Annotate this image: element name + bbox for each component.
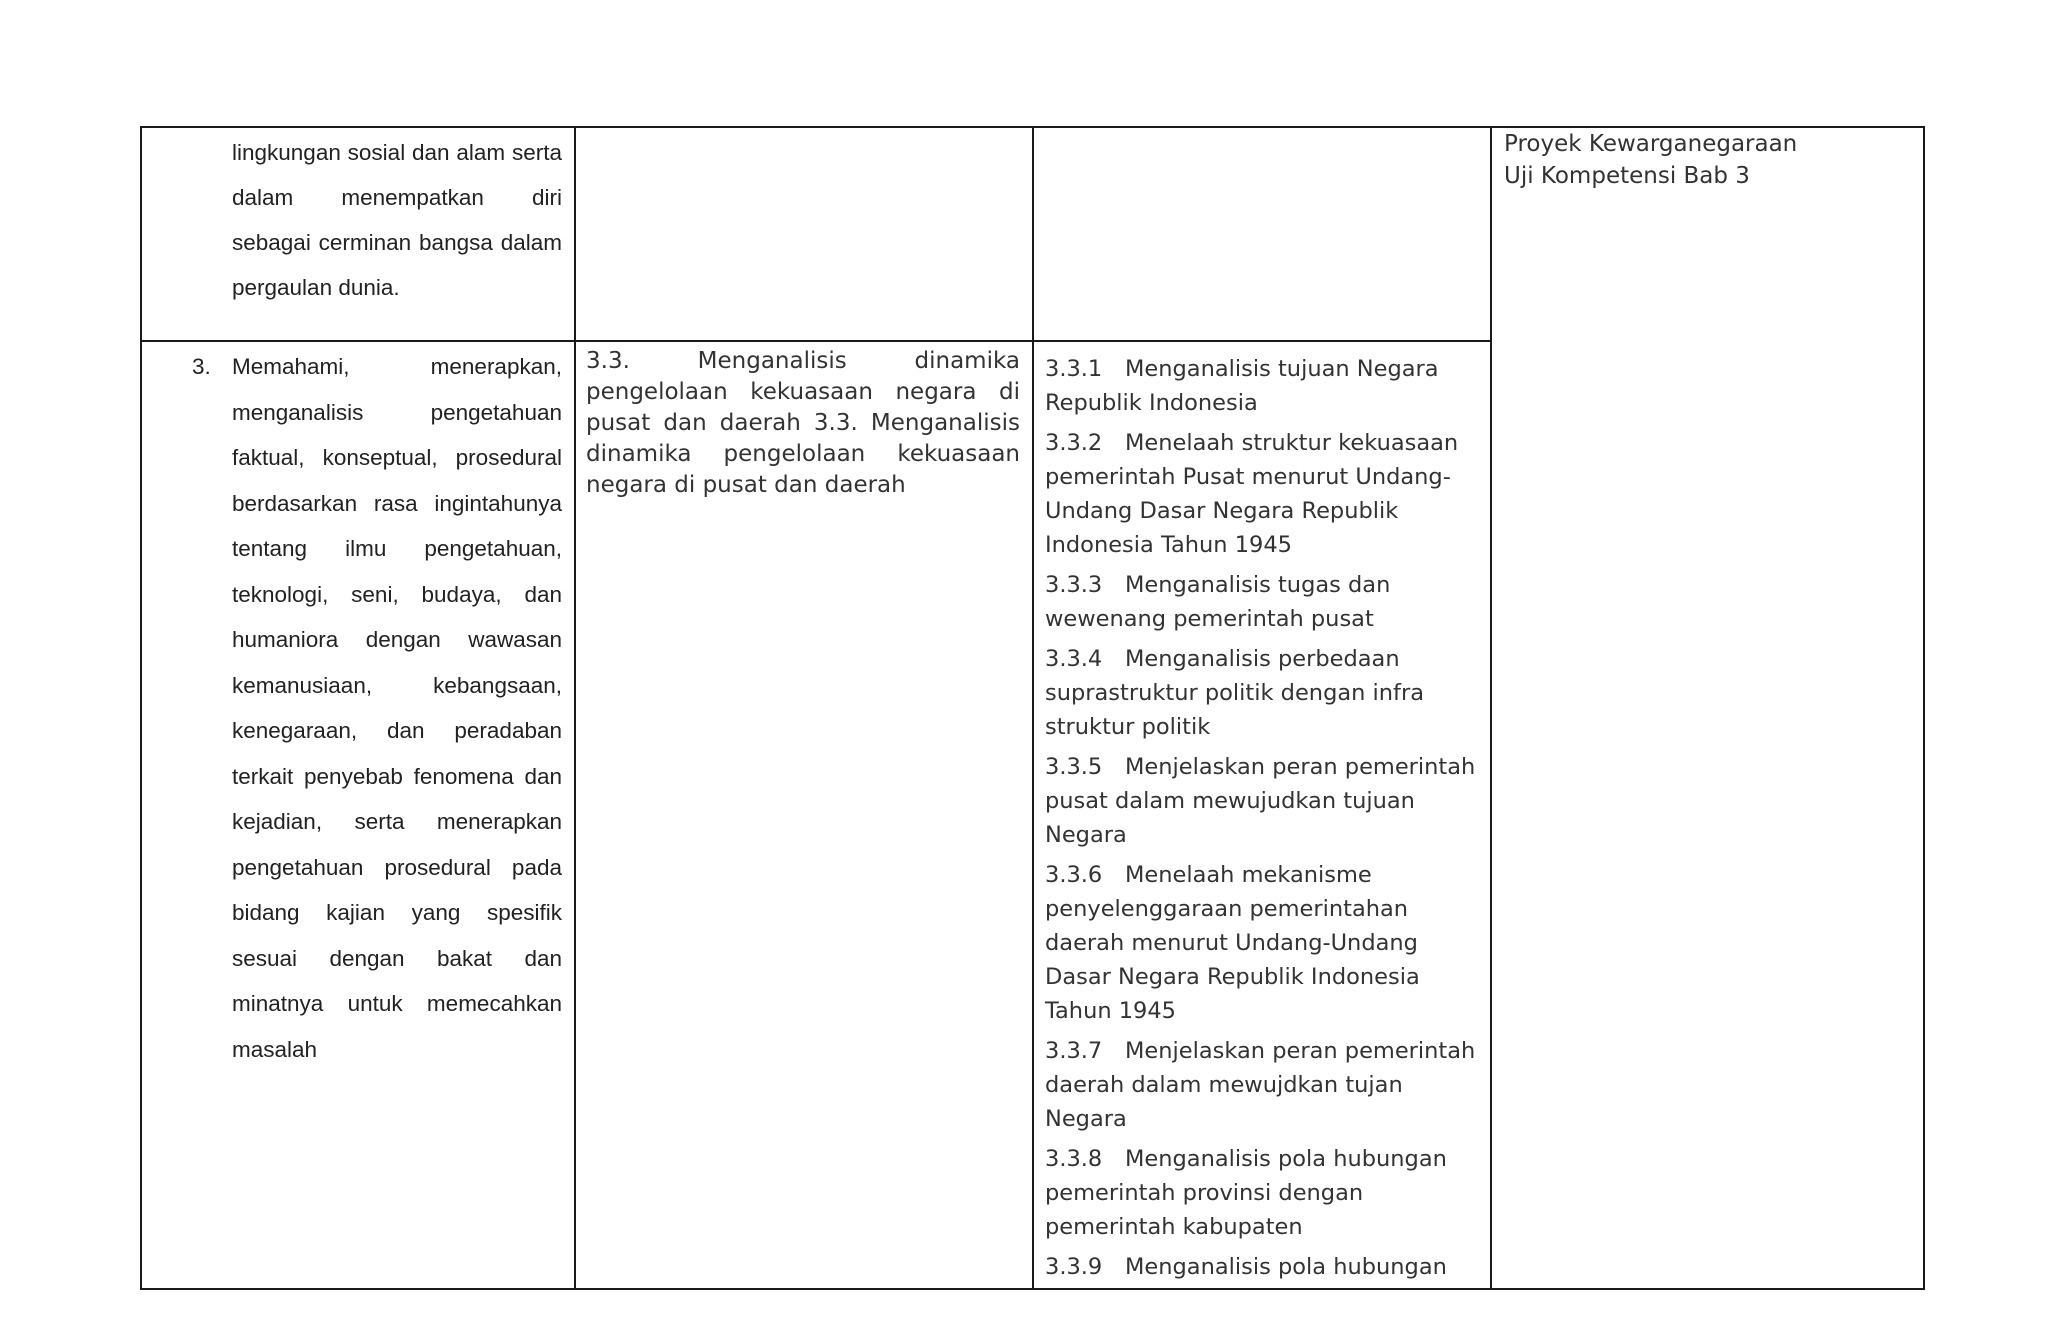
core-competency-continuation: lingkungan sosial dan alam serta dalam menempatkan diri sebagai cerminan bangsa dalam pergaulan dunia. [232,140,562,300]
indicator-number: 3.3.8 [1045,1146,1103,1172]
indicator-text: Menelaah struktur kekuasaan pemerintah Pusat menurut Undang-Undang Dasar Negara Republik Indonesia Tahun 1945 [1045,430,1459,558]
indicator-number: 3.3.1 [1045,356,1103,382]
indicator-number: 3.3.4 [1045,646,1103,672]
indicator-list [1034,342,1490,1282]
indicator-item [1045,642,1480,744]
indicator-item [1045,750,1480,852]
indicator-cell [1033,127,1491,341]
learning-materials-cell [1491,127,1924,1289]
indicator-text: Menjelaskan peran pemerintah pusat dalam mewujudkan tujuan Negara [1045,754,1476,848]
indicator-number: 3.3.3 [1045,572,1103,598]
indicator-text: Menganalisis perbedaan suprastruktur politik dengan infra struktur politik [1045,646,1425,740]
indicator-number: 3.3.9 [1045,1254,1103,1280]
learning-material-item: Proyek Kewarganegaraan [1504,131,1798,157]
indicator-item [1045,1250,1480,1282]
indicator-item [1045,568,1480,636]
indicator-number: 3.3.7 [1045,1038,1103,1064]
indicator-text: Menelaah mekanisme penyelenggaraan pemerintahan daerah menurut Undang-Undang Dasar Negara Republik Indonesia Tahun 1945 [1045,862,1420,1024]
indicator-number: 3.3.5 [1045,754,1103,780]
basic-competency-text: 3.3. Menganalisis dinamika pengelolaan kekuasaan negara di pusat dan daerah 3.3. Menganalisis dinamika pengelolaan kekuasaan negara di pusat dan daerah [586,348,1020,498]
curriculum-table [140,126,1925,1290]
indicator-text: Menganalisis tujuan Negara Republik Indonesia [1045,356,1439,416]
core-competency-text: Memahami, menerapkan, menganalisis pengetahuan faktual, konseptual, prosedural berdasarkan rasa ingintahunya tentang ilmu pengetahuan, teknologi, seni, budaya, dan humaniora dengan wawasan kemanusiaan, kebangsaan, kenegaraan, dan peradaban terkait penyebab fenomena dan kejadian, serta menerapkan pengetahuan prosedural pada bidang kajian yang spesifik sesuai dengan bakat dan minatnya untuk memecahkan masalah [232,354,562,1062]
core-competency-cell [141,127,575,341]
core-competency-cell [141,341,575,1289]
indicator-item [1045,426,1480,562]
indicator-text: Menjelaskan peran pemerintah daerah dalam mewujdkan tujan Negara [1045,1038,1476,1132]
indicator-cell [1033,341,1491,1289]
core-competency-number: 3. [192,354,211,379]
table-row [141,127,1924,341]
indicator-item [1045,858,1480,1028]
indicator-text: Menganalisis tugas dan wewenang pemerintah pusat [1045,572,1391,632]
learning-material-item: Uji Kompetensi Bab 3 [1504,163,1750,189]
basic-competency-cell [575,127,1033,341]
indicator-text: Menganalisis pola hubungan pemerintah provinsi dengan pemerintah kabupaten [1045,1146,1447,1240]
indicator-item [1045,352,1480,420]
indicator-item [1045,1034,1480,1136]
indicator-text: Menganalisis pola hubungan [1125,1254,1447,1280]
basic-competency-cell [575,341,1033,1289]
indicator-item [1045,1142,1480,1244]
indicator-number: 3.3.2 [1045,430,1103,456]
indicator-number: 3.3.6 [1045,862,1103,888]
